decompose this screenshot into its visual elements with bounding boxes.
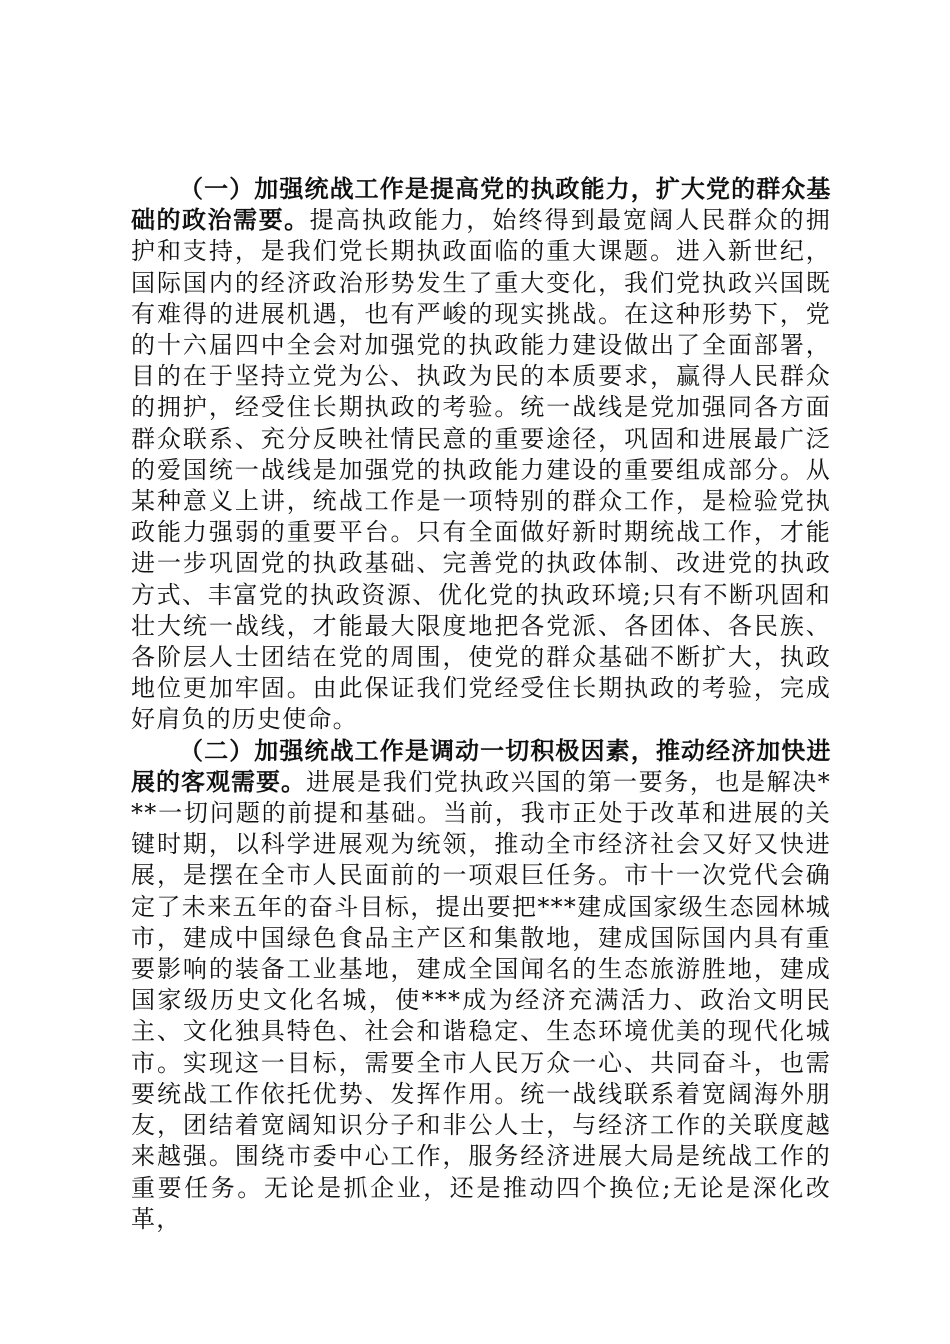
paragraph-2-body: 进展是我们党执政兴国的第一要务，也是解决***一切问题的前提和基础。当前，我市正处于改革和进展的关键时期，以科学进展观为统领，推动全市经济社会又好又快进展，是摆在全市人民面前的一项艰巨任务。市十一次党代会确定了未来五年的奋斗目标，提出要把***建成国家级生态园林城市，建成中国绿色食品主产区和集散地，建成国际国内具有重要影响的装备工业基地，建成全国闻名的生态旅游胜地，建成国家级历史文化名城，使***成为经济充满活力、政治文明民主、文化独具特色、社会和谐稳定、生态环境优美的现代化城市。实现这一目标，需要全市人民万众一心、共同奋斗，也需要统战工作依托优势、发挥作用。统一战线联系着宽阔海外朋友，团结着宽阔知识分子和非公人士，与经济工作的关联度越来越强。围绕市委中心工作，服务经济进展大局是统战工作的重要任务。无论是抓企业，还是推动四个换位;无论是深化改革，: [131, 767, 831, 1233]
paragraph-1: [131, 174, 831, 736]
paragraph-1-heading: （一）加强统战工作是提高党的执政能力，扩大党的群众基础的政治需要。: [131, 175, 831, 235]
paragraph-2: [131, 736, 831, 1235]
document-page: [131, 174, 831, 1235]
paragraph-2-heading: （二）加强统战工作是调动一切积极因素，推动经济加快进展的客观需要。: [131, 736, 831, 796]
paragraph-1-body: 提高执政能力，始终得到最宽阔人民群众的拥护和支持，是我们党长期执政面临的重大课题。进入新世纪，国际国内的经济政治形势发生了重大变化，我们党执政兴国既有难得的进展机遇，也有严峻的现实挑战。在这种形势下，党的十六届四中全会对加强党的执政能力建设做出了全面部署，目的在于坚持立党为公、执政为民的本质要求，赢得人民群众的拥护，经受住长期执政的考验。统一战线是党加强同各方面群众联系、充分反映社情民意的重要途径，巩固和进展最广泛的爱国统一战线是加强党的执政能力建设的重要组成部分。从某种意义上讲，统战工作是一项特别的群众工作，是检验党执政能力强弱的重要平台。只有全面做好新时期统战工作，才能进一步巩固党的执政基础、完善党的执政体制、改进党的执政方式、丰富党的执政资源、优化党的执政环境;只有不断巩固和壮大统一战线，才能最大限度地把各党派、各团体、各民族、各阶层人士团结在党的周围，使党的群众基础不断扩大，执政地位更加牢固。由此保证我们党经受住长期执政的考验，完成好肩负的历史使命。: [131, 206, 831, 734]
